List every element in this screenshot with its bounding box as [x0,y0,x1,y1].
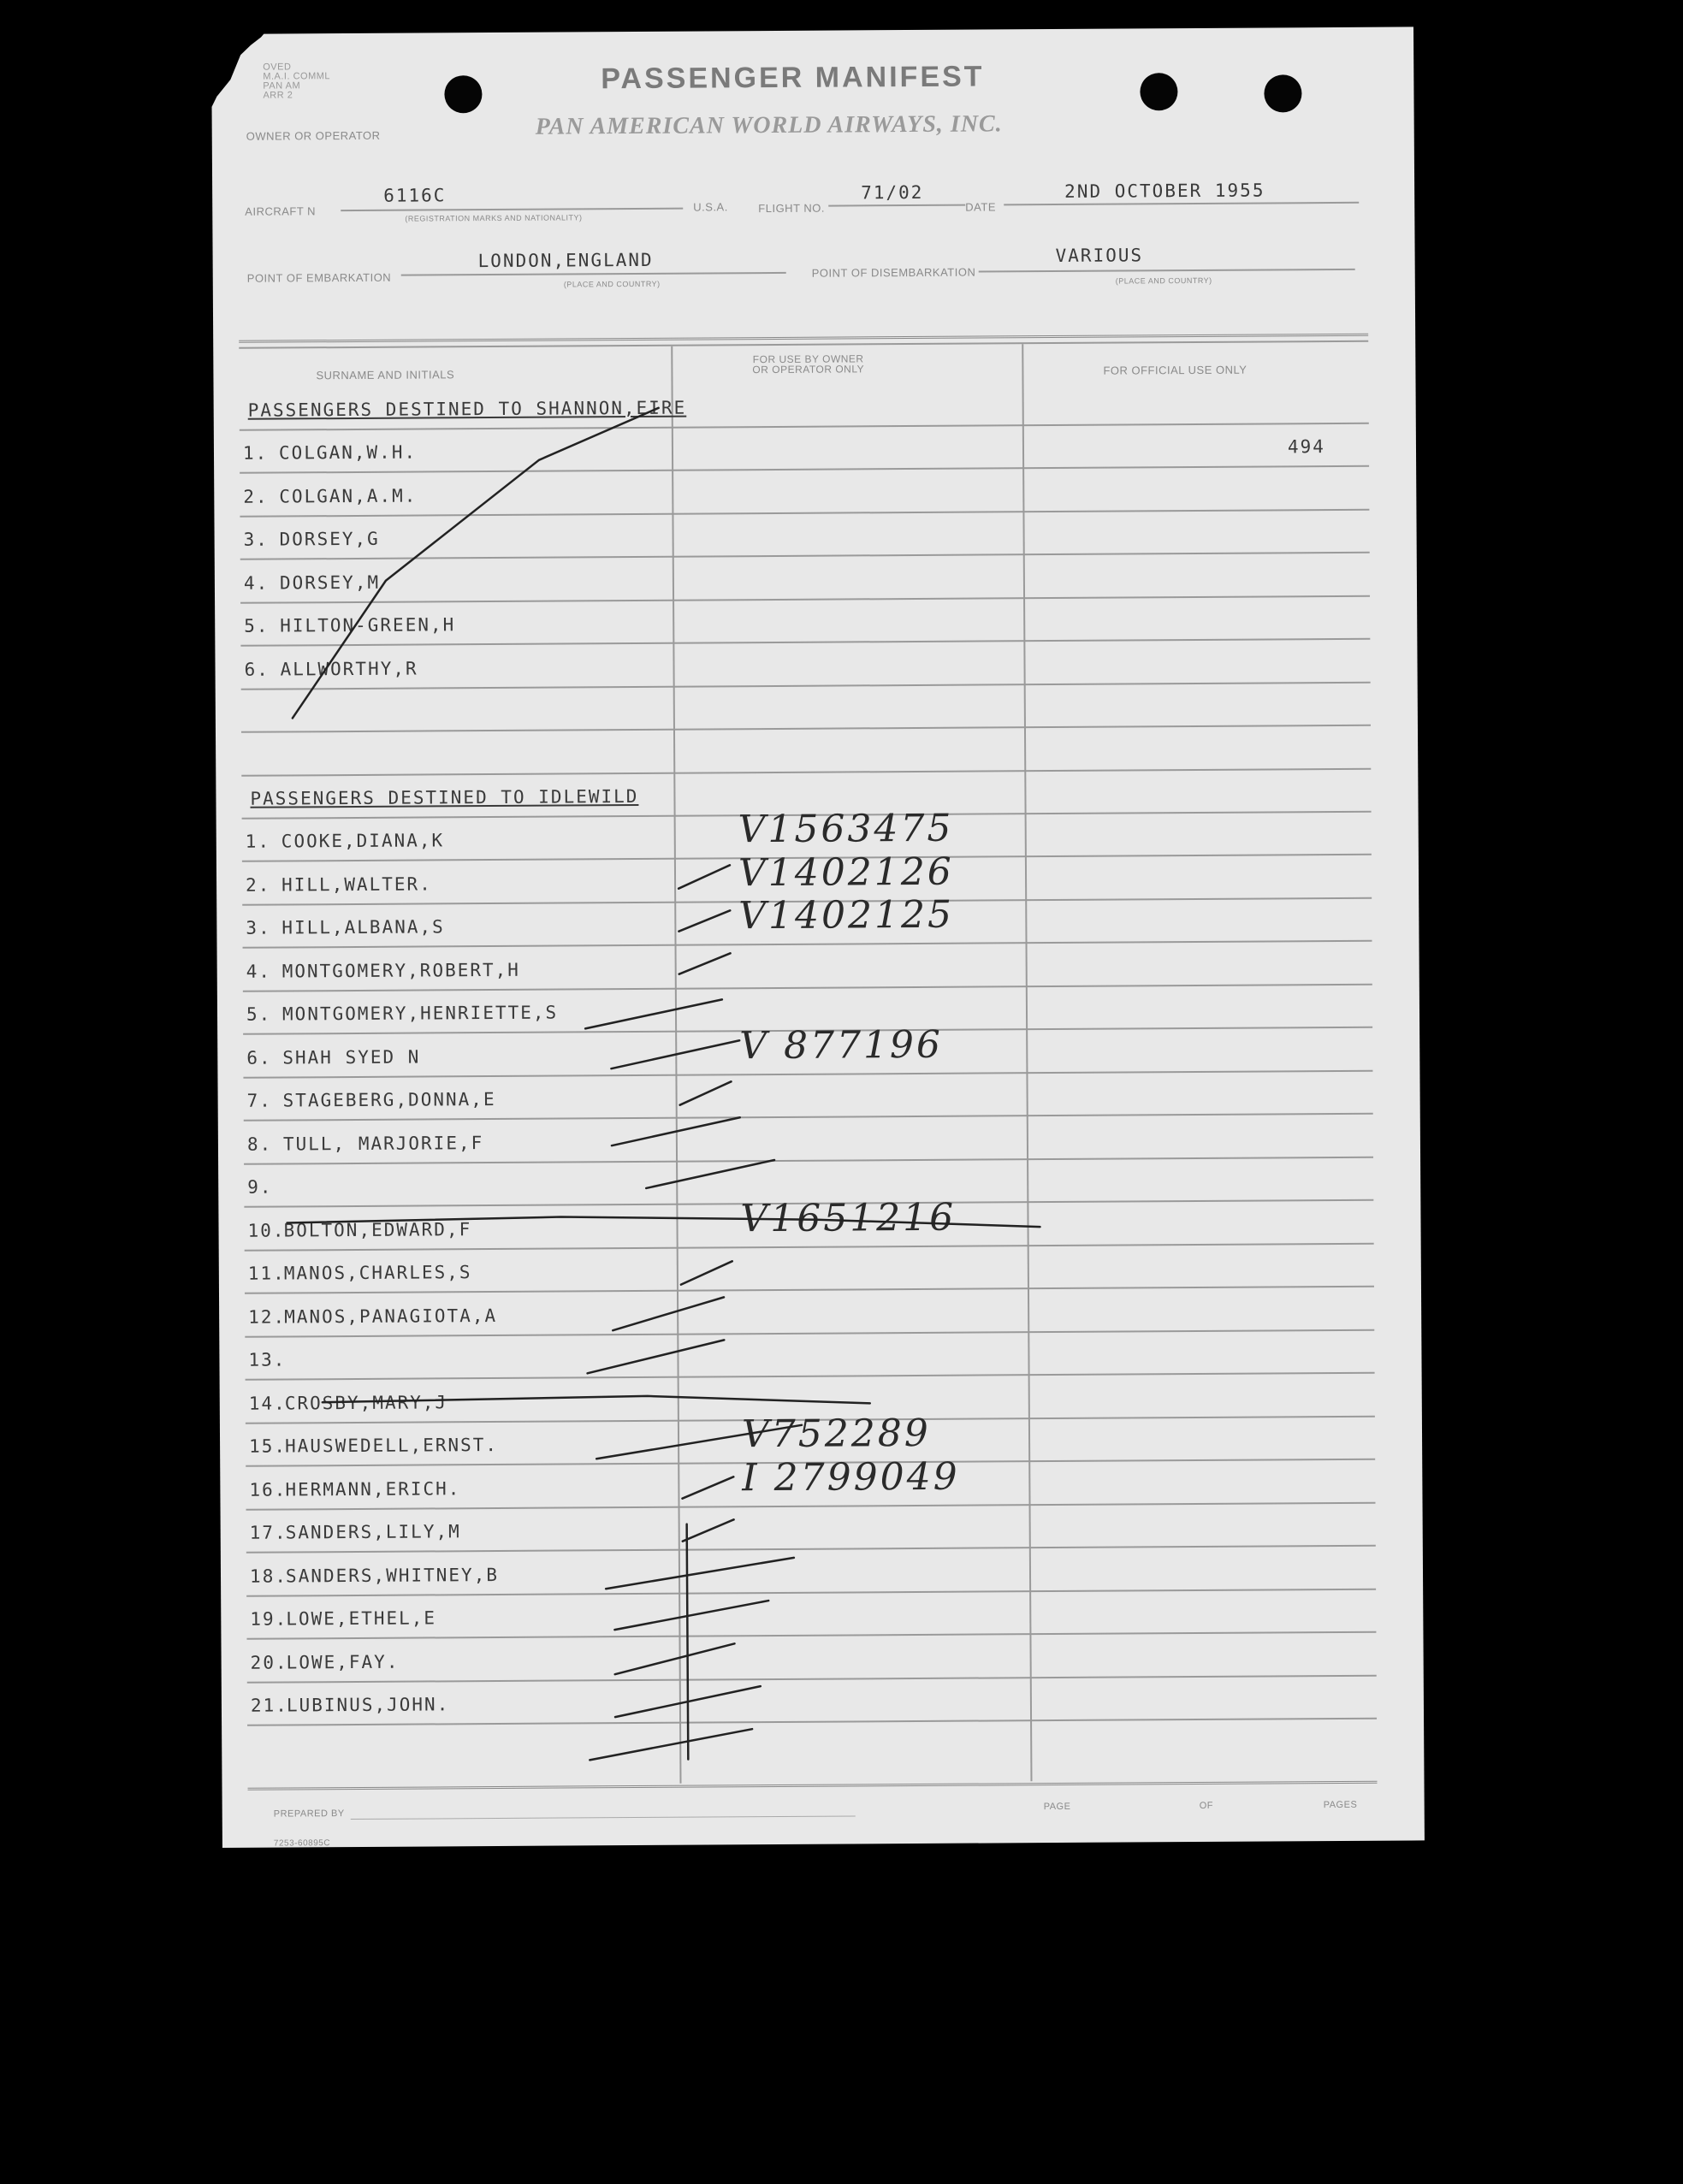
passenger-name: MANOS,PANAGIOTA,A [284,1305,498,1328]
registration-sub: (REGISTRATION MARKS AND NATIONALITY) [405,213,583,223]
passenger-number: 9. [247,1176,273,1198]
pen-stroke [596,1425,802,1459]
pen-stroke [287,1214,1040,1231]
passport-note: V752289 [741,1411,931,1457]
passenger-name: HILL,ALBANA,S [281,916,445,938]
pen-stroke [590,1729,752,1760]
form-number: 7253-60895C [273,1838,331,1849]
passenger-name: DORSEY,M [279,571,381,594]
passport-note: V 877196 [739,1022,944,1068]
passenger-name: LOWE,ETHEL,E [286,1607,437,1630]
pen-stroke [679,865,730,888]
prepared-by-label: PREPARED BY [273,1808,345,1820]
passenger-name: HILL,WALTER. [281,873,432,896]
corner-note-line: OVED [263,62,292,73]
passenger-number: 6. [244,659,270,680]
passenger-name: BOLTON,EDWARD,F [283,1218,472,1241]
passport-note: I 2799049 [742,1454,960,1500]
passenger-number: 15. [249,1435,287,1457]
manifest-sheet [211,27,1425,1848]
owner-label: OWNER OR OPERATOR [246,128,381,143]
passenger-number: 20. [250,1651,288,1673]
passport-note: V1402125 [738,892,955,938]
of-label: OF [1199,1800,1213,1811]
pen-stroke [679,910,730,931]
passenger-number: 1. [245,831,271,852]
corner-note-line: M.A.I. COMML [263,71,331,82]
page-label: PAGE [1043,1801,1071,1813]
aircraft-value: 6116C [383,185,447,206]
col-owner-header-line: OR OPERATOR ONLY [752,363,865,376]
official-note: 494 [1287,436,1325,458]
pages-label: PAGES [1323,1799,1358,1811]
flight-value: 71/02 [861,181,924,204]
pen-stroke [687,1524,689,1760]
passenger-number: 2. [246,874,271,896]
pen-stroke [679,953,731,974]
disembark-value: VARIOUS [1055,245,1144,266]
place-sub: (PLACE AND COUNTRY) [563,279,661,289]
col-official-header: FOR OFFICIAL USE ONLY [1103,363,1247,377]
passenger-name: SHAH SYED N [282,1046,421,1068]
passenger-number: 6. [246,1047,272,1068]
passenger-name: TULL, MARJORIE,F [282,1132,484,1155]
pen-stroke [587,1340,724,1373]
section-heading: PASSENGERS DESTINED TO IDLEWILD [250,785,639,809]
passenger-name: SANDERS,LILY,M [285,1521,461,1543]
passenger-name: HILTON-GREEN,H [280,614,456,636]
passenger-number: 3. [246,917,271,938]
pen-stroke [646,1160,774,1188]
pen-stroke [323,1394,870,1406]
airline-name: PAN AMERICAN WORLD AIRWAYS, INC. [535,110,1003,140]
passenger-number: 1. [242,442,269,464]
pen-stroke [614,1601,768,1630]
passenger-name: DORSEY,G [279,528,380,550]
aircraft-label: AIRCRAFT N [245,204,317,218]
passenger-number: 19. [250,1608,288,1630]
passenger-number: 14. [248,1392,287,1414]
place-sub: (PLACE AND COUNTRY) [1115,275,1212,286]
passenger-name: LOWE,FAY. [286,1651,400,1672]
passenger-name: COLGAN,A.M. [279,485,418,507]
section-heading: PASSENGERS DESTINED TO SHANNON,EIRE [247,397,687,421]
embark-label: POINT OF EMBARKATION [246,270,392,285]
passenger-number: 5. [244,615,270,636]
pen-stroke [612,1117,740,1145]
date-label: DATE [965,200,997,214]
passenger-name: ALLWORTHY,R [280,658,418,680]
passenger-name: COOKE,DIANA,K [281,830,445,852]
pen-stroke [611,1040,739,1068]
corner-note-line: PAN AM [263,80,301,92]
embark-value: LONDON,ENGLAND [477,249,654,272]
passenger-number: 5. [246,1003,272,1025]
passport-note: V1563475 [738,806,954,852]
passenger-name: HERMANN,ERICH. [285,1477,461,1500]
usa-label: U.S.A. [693,200,728,214]
passenger-name: HAUSWEDELL,ERNST. [285,1434,499,1457]
disembark-label: POINT OF DISEMBARKATION [811,265,976,280]
passenger-name: LUBINUS,JOHN. [286,1694,450,1716]
passenger-number: 4. [246,961,272,982]
pen-stroke [606,1558,794,1589]
form-title: PASSENGER MANIFEST [601,60,985,96]
passenger-number: 18. [249,1565,288,1587]
passenger-name: SANDERS,WHITNEY,B [285,1564,500,1587]
passenger-name: MONTGOMERY,ROBERT,H [281,959,520,982]
passenger-number: 16. [249,1478,287,1500]
pen-stroke [615,1643,735,1674]
passenger-name: COLGAN,W.H. [278,441,418,464]
pen-marks [211,27,1425,1848]
passenger-number: 3. [243,529,269,550]
pen-stroke [681,1261,732,1284]
passport-note: V1651216 [740,1195,957,1240]
pen-stroke [613,1297,724,1330]
col-surname-header: SURNAME AND INITIALS [316,368,455,382]
passenger-number: 10. [247,1219,286,1241]
passenger-number: 8. [246,1133,273,1155]
passenger-number: 12. [248,1305,287,1328]
pen-stroke [291,408,661,719]
col-owner-header-line: FOR USE BY OWNER [752,352,864,366]
passenger-number: 13. [248,1349,287,1370]
passenger-number: 2. [243,486,269,507]
passenger-name: CROSBY,MARY,J [284,1391,448,1414]
passport-note: V1402126 [738,849,954,895]
passenger-number: 21. [250,1695,288,1716]
pen-stroke [683,1519,734,1541]
pen-stroke [679,1081,731,1104]
passenger-number: 7. [246,1090,272,1111]
pen-stroke [585,999,722,1028]
passenger-name: MONTGOMERY,HENRIETTE,S [281,1002,559,1025]
flight-label: FLIGHT NO. [758,201,826,216]
passenger-name: MANOS,CHARLES,S [283,1262,472,1284]
pen-stroke [682,1477,733,1498]
passenger-number: 11. [247,1263,286,1284]
passenger-name: STAGEBERG,DONNA,E [282,1088,496,1111]
date-value: 2ND OCTOBER 1955 [1064,180,1265,202]
passenger-number: 4. [243,572,270,594]
corner-note-line: ARR 2 [263,90,293,101]
passenger-number: 17. [249,1522,287,1543]
